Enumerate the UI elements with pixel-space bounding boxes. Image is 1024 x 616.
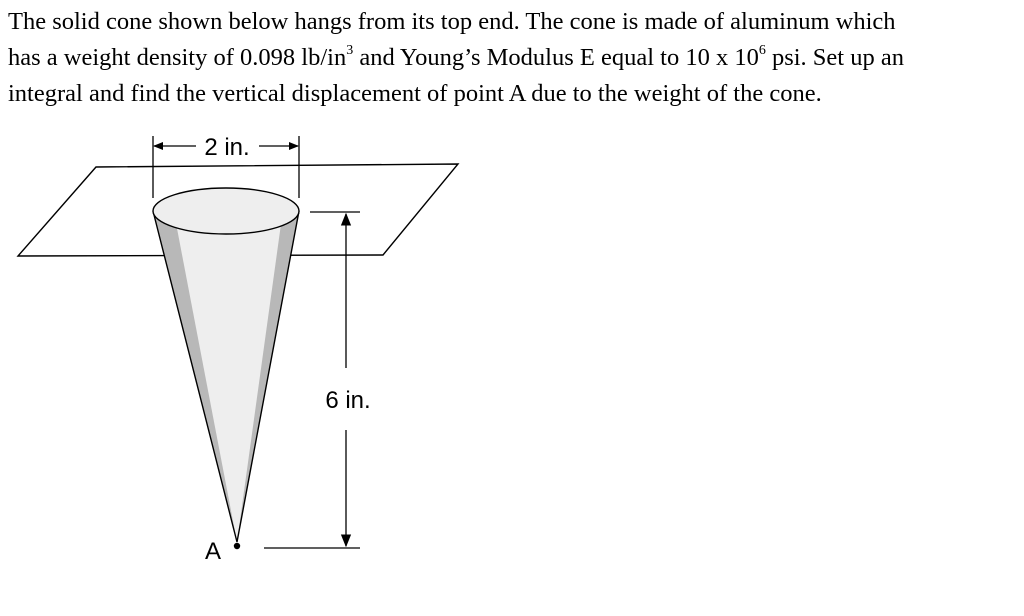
point-a-marker: [205, 538, 240, 565]
density-exponent: 3: [346, 42, 354, 58]
modulus-exponent: 6: [758, 42, 766, 58]
height-label: 6 in.: [325, 387, 371, 414]
problem-line-2-part-1: has a weight density of 0.098 lb/in: [8, 44, 347, 71]
problem-line-1: The solid cone shown below hangs from its top end. The cone is made of aluminum which: [8, 8, 896, 35]
diameter-label: 2 in.: [204, 134, 250, 161]
problem-line-2-part-2: and Young’s Modulus E equal to 10 x 10: [353, 44, 759, 71]
point-a-label: A: [205, 538, 222, 565]
point-a-dot: [234, 543, 240, 549]
problem-line-3: integral and find the vertical displacement of point A due to the weight of the cone.: [8, 80, 822, 107]
cone-top-face: [153, 188, 299, 234]
problem-line-2-part-3: psi. Set up an: [765, 44, 904, 71]
cone: [153, 188, 299, 542]
